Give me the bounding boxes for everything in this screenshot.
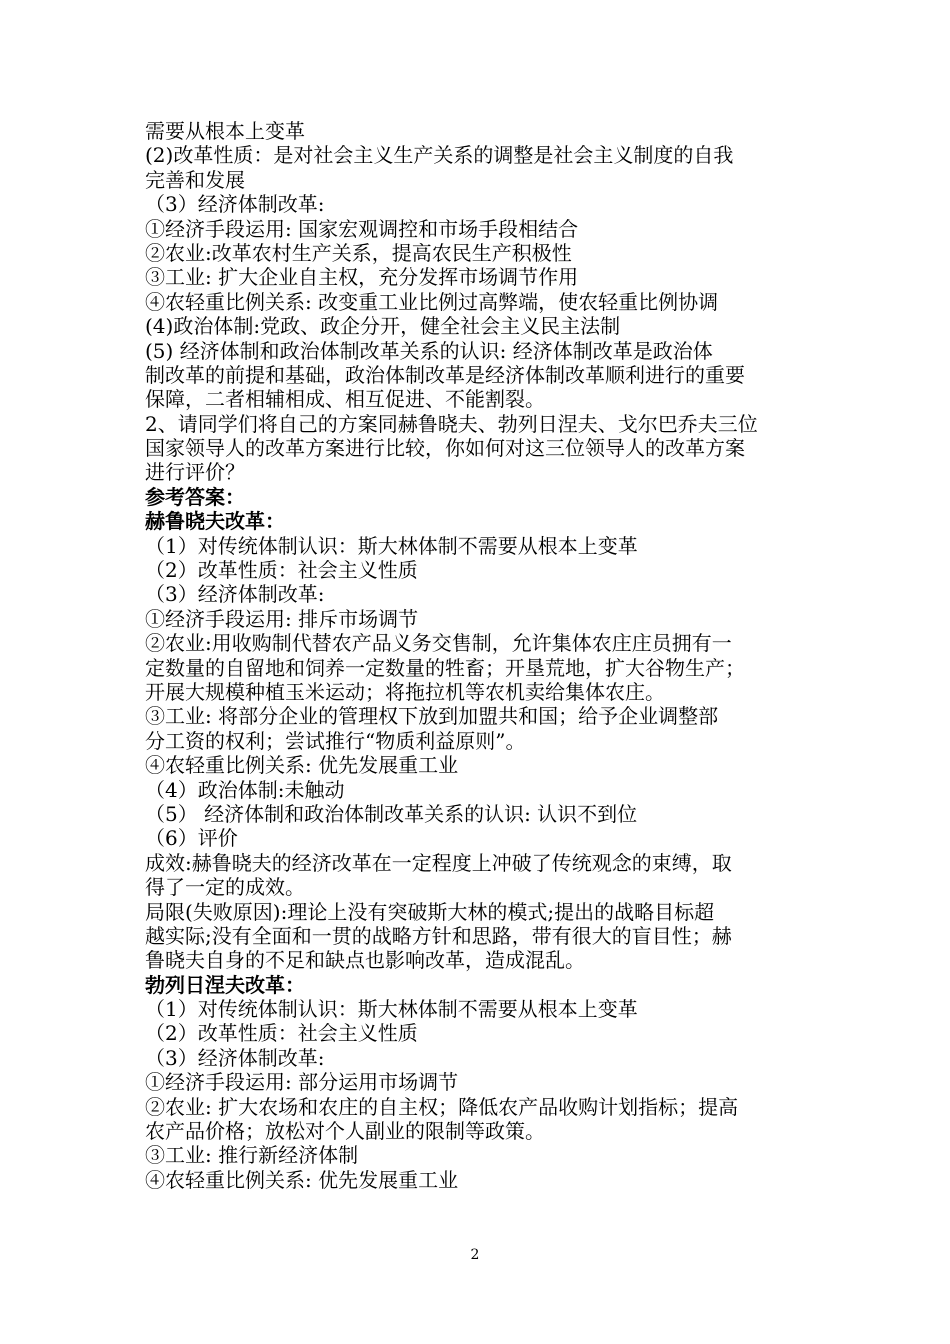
- text-line: 鲁晓夫自身的不足和缺点也影响改革，造成混乱。: [145, 948, 585, 973]
- text-line: （2）改革性质：社会主义性质: [145, 558, 418, 583]
- text-line: ②农业: 扩大农场和农庄的自主权；降低农产品收购计划指标；提高: [145, 1094, 739, 1119]
- text-line: ②农业:用收购制代替农产品义务交售制，允许集体农庄庄员拥有一: [145, 631, 732, 656]
- text-line: 进行评价？: [145, 460, 245, 485]
- text-line: ④农轻重比例关系: 优先发展重工业: [145, 753, 459, 778]
- text-line: （4）政治体制:未触动: [145, 777, 345, 802]
- text-line: (4)政治体制:党政、政企分开，健全社会主义民主法制: [145, 314, 621, 339]
- text-line: ③工业: 将部分企业的管理权下放到加盟共和国；给予企业调整部: [145, 704, 719, 729]
- text-line: 国家领导人的改革方案进行比较，你如何对这三位领导人的改革方案: [145, 436, 745, 461]
- text-line: ①经济手段运用: 排斥市场调节: [145, 606, 419, 631]
- text-line: 保障，二者相辅相成、相互促进、不能割裂。: [145, 387, 545, 412]
- text-line: ④农轻重比例关系: 改变重工业比例过高弊端，使农轻重比例协调: [145, 289, 719, 314]
- text-line: （3）经济体制改革:: [145, 192, 325, 217]
- section-heading: 赫鲁晓夫改革：: [145, 509, 285, 534]
- text-line: ①经济手段运用: 国家宏观调控和市场手段相结合: [145, 216, 579, 241]
- text-line: （5） 经济体制和政治体制改革关系的认识: 认识不到位: [145, 801, 638, 826]
- text-line: 2、请同学们将自己的方案同赫鲁晓夫、勃列日涅夫、戈尔巴乔夫三位: [145, 411, 758, 436]
- text-line: 成效:赫鲁晓夫的经济改革在一定程度上冲破了传统观念的束缚，取: [145, 850, 732, 875]
- section-heading: 参考答案：: [145, 484, 245, 509]
- text-line: ③工业: 扩大企业自主权，充分发挥市场调节作用: [145, 265, 579, 290]
- text-line: 分工资的权利；尝试推行“物质利益原则”。: [145, 728, 526, 753]
- text-line: ①经济手段运用: 部分运用市场调节: [145, 1070, 459, 1095]
- text-line: 得了一定的成效。: [145, 875, 305, 900]
- text-line: ④农轻重比例关系: 优先发展重工业: [145, 1167, 459, 1192]
- text-line: 开展大规模种植玉米运动；将拖拉机等农机卖给集体农庄。: [145, 679, 665, 704]
- text-line: ③工业: 推行新经济体制: [145, 1143, 359, 1168]
- document-body: [145, 119, 810, 1192]
- text-line: （6）评价: [145, 826, 238, 851]
- text-line: 制改革的前提和基础，政治体制改革是经济体制改革顺利进行的重要: [145, 362, 745, 387]
- text-line: 需要从根本上变革: [145, 119, 305, 143]
- text-line: 完善和发展: [145, 167, 245, 192]
- text-line: （1）对传统体制认识：斯大林体制不需要从根本上变革: [145, 997, 638, 1022]
- text-line: 越实际;没有全面和一贯的战略方针和思路，带有很大的盲目性；赫: [145, 923, 732, 948]
- text-line: 局限(失败原因):理论上没有突破斯大林的模式;提出的战略目标超: [145, 899, 715, 924]
- text-line: 定数量的自留地和饲养一定数量的牲畜；开垦荒地，扩大谷物生产；: [145, 655, 745, 680]
- text-line: （2）改革性质：社会主义性质: [145, 1021, 418, 1046]
- text-line: (5) 经济体制和政治体制改革关系的认识: 经济体制改革是政治体: [145, 338, 713, 363]
- text-line: ②农业:改革农村生产关系，提高农民生产积极性: [145, 240, 572, 265]
- text-line: (2)改革性质：是对社会主义生产关系的调整是社会主义制度的自我: [145, 143, 734, 168]
- text-line: （3）经济体制改革:: [145, 1045, 325, 1070]
- text-line: 农产品价格；放松对个人副业的限制等政策。: [145, 1119, 545, 1144]
- page-number: 2: [470, 1247, 480, 1263]
- section-heading: 勃列日涅夫改革：: [145, 972, 305, 997]
- text-line: （3）经济体制改革:: [145, 582, 325, 607]
- text-line: （1）对传统体制认识：斯大林体制不需要从根本上变革: [145, 533, 638, 558]
